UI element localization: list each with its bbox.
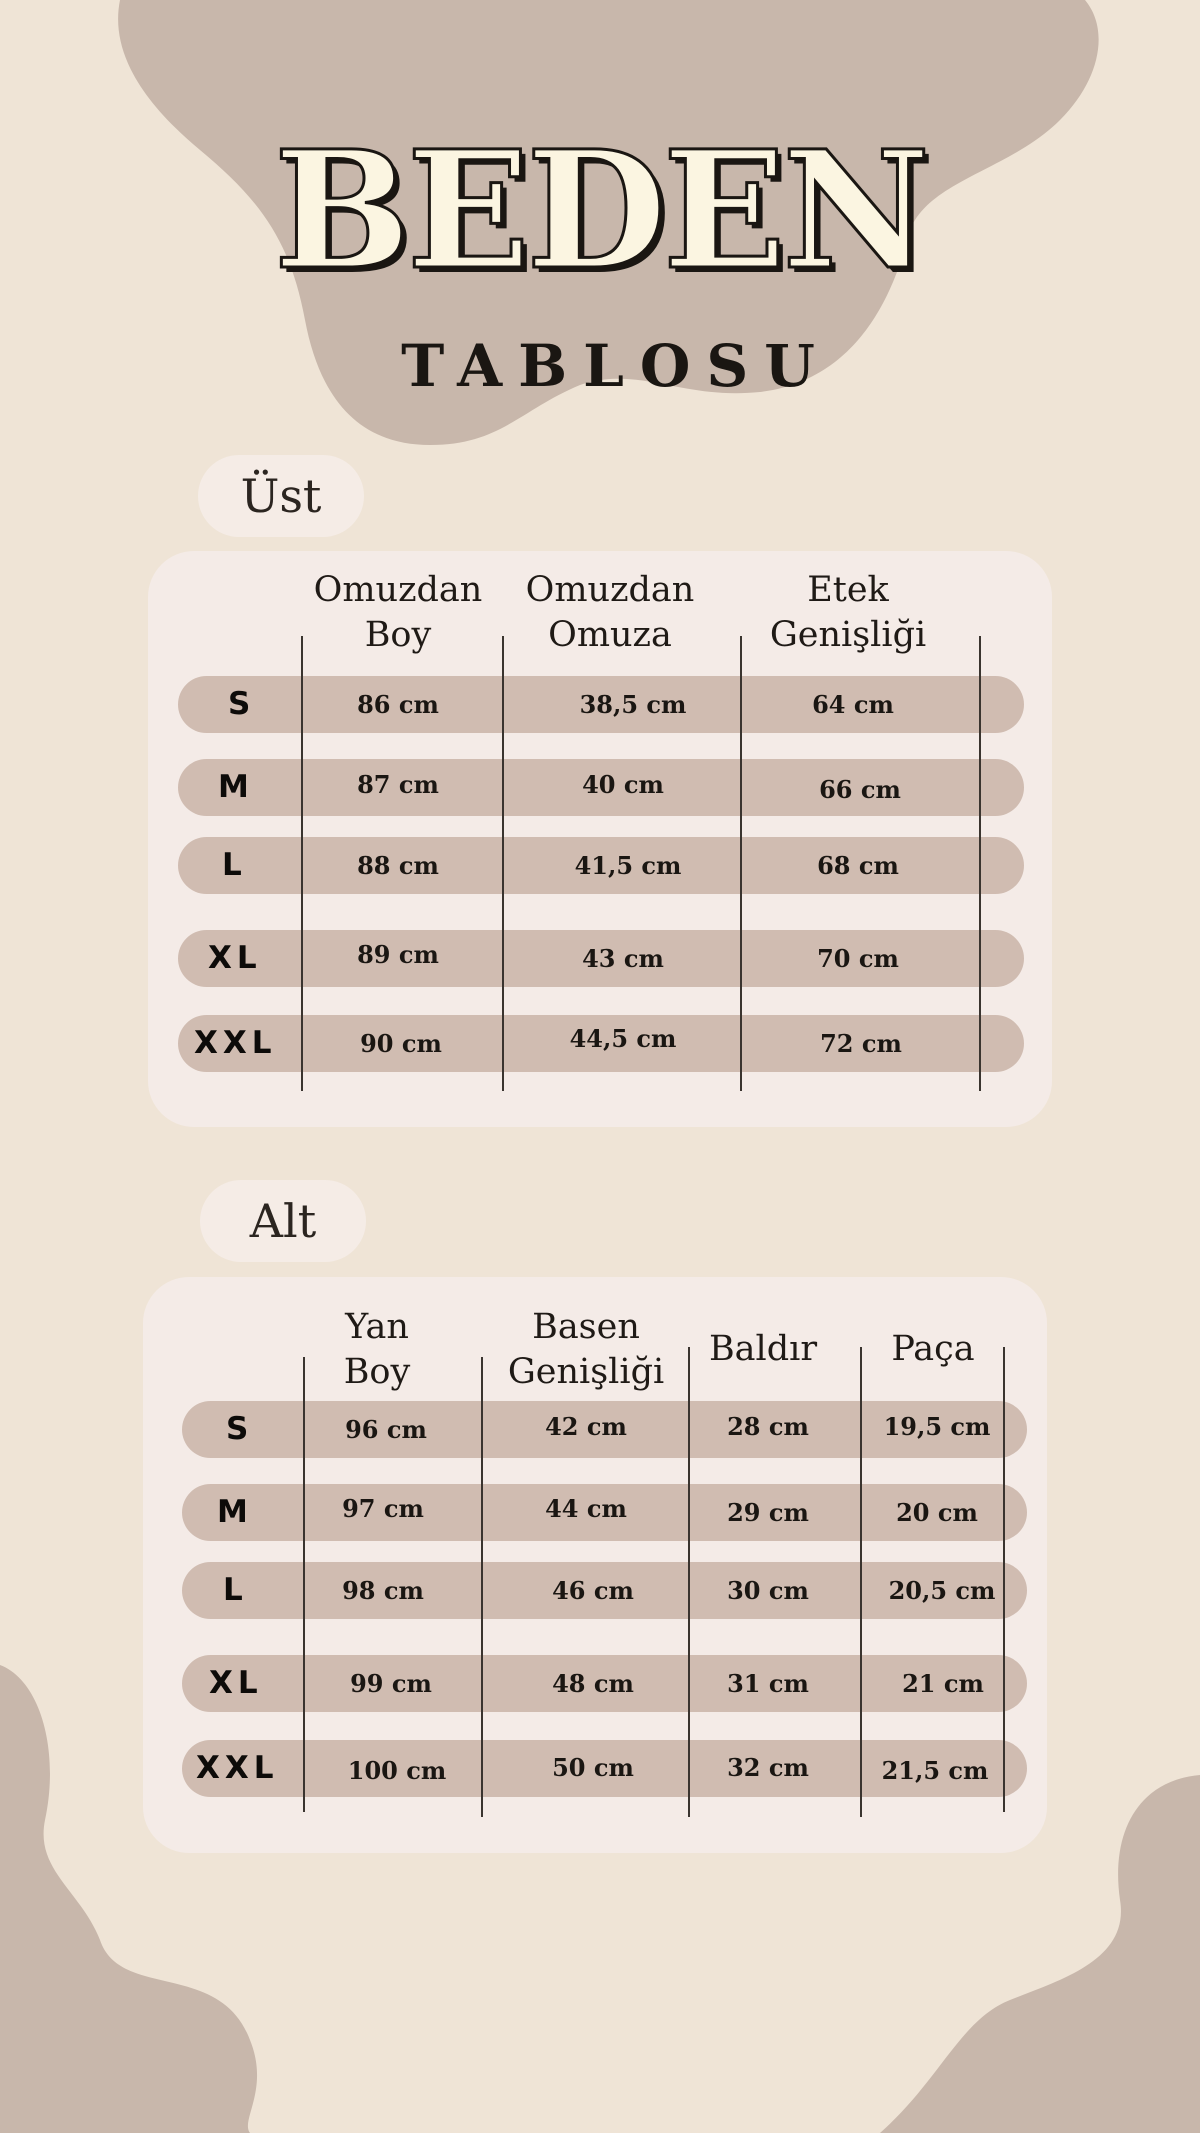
cell-value: 31 cm: [727, 1669, 809, 1698]
column-divider: [301, 636, 303, 1091]
header-baldir: Baldır: [708, 1329, 818, 1369]
cell-value: 70 cm: [817, 944, 899, 973]
cell-value: 64 cm: [812, 690, 894, 719]
section-label-alt: Alt: [200, 1180, 366, 1262]
column-divider: [740, 636, 742, 1091]
cell-value: 44 cm: [545, 1494, 627, 1523]
cell-value: 21,5 cm: [881, 1756, 989, 1785]
size-label: XL: [209, 1665, 263, 1701]
size-table-alt: [143, 1277, 1047, 1853]
column-divider: [303, 1357, 305, 1812]
cell-value: 90 cm: [360, 1029, 442, 1058]
cell-value: 96 cm: [345, 1415, 427, 1444]
cell-value: 20,5 cm: [888, 1576, 996, 1605]
cell-value: 100 cm: [347, 1756, 447, 1785]
column-divider: [481, 1357, 483, 1817]
header-etek-genisligi: Etek Genişliği: [769, 570, 927, 655]
column-divider: [1003, 1347, 1005, 1812]
size-label: L: [223, 1572, 248, 1608]
size-label: S: [228, 686, 256, 722]
cell-value: 32 cm: [727, 1753, 809, 1782]
cell-value: 89 cm: [357, 940, 439, 969]
cell-value: 48 cm: [552, 1669, 634, 1698]
cell-value: 43 cm: [582, 944, 664, 973]
cell-value: 88 cm: [357, 851, 439, 880]
header-paca: Paça: [891, 1329, 975, 1369]
page-title: BEDEN: [273, 116, 927, 306]
section-label-ust: Üst: [198, 455, 364, 537]
cell-value: 41,5 cm: [574, 851, 682, 880]
column-divider: [688, 1347, 690, 1817]
page-subtitle: TABLOSU: [401, 332, 831, 400]
cell-value: 86 cm: [357, 690, 439, 719]
header-basen-genisligi: Basen Genişliği: [507, 1307, 665, 1392]
size-table-ust: [148, 551, 1052, 1127]
cell-value: 30 cm: [727, 1576, 809, 1605]
header-omuzdan-omuza: Omuzdan Omuza: [525, 570, 695, 655]
cell-value: 68 cm: [817, 851, 899, 880]
size-label: S: [226, 1411, 254, 1447]
cell-value: 44,5 cm: [569, 1024, 677, 1053]
size-label: XXL: [194, 1025, 277, 1061]
cell-value: 99 cm: [350, 1669, 432, 1698]
cell-value: 97 cm: [342, 1494, 424, 1523]
header-omuzdan-boy: Omuzdan Boy: [313, 570, 483, 655]
column-divider: [502, 636, 504, 1091]
cell-value: 19,5 cm: [883, 1412, 991, 1441]
cell-value: 20 cm: [896, 1498, 978, 1527]
cell-value: 50 cm: [552, 1753, 634, 1782]
cell-value: 29 cm: [727, 1498, 809, 1527]
size-label: L: [222, 847, 247, 883]
size-label: M: [217, 1494, 253, 1530]
cell-value: 42 cm: [545, 1412, 627, 1441]
cell-value: 40 cm: [582, 770, 664, 799]
size-label: XXL: [196, 1750, 279, 1786]
cell-value: 38,5 cm: [579, 690, 687, 719]
column-divider: [979, 636, 981, 1091]
column-divider: [860, 1347, 862, 1817]
size-label: XL: [208, 940, 262, 976]
cell-value: 98 cm: [342, 1576, 424, 1605]
header-yan-boy: Yan Boy: [343, 1307, 411, 1392]
cell-value: 28 cm: [727, 1412, 809, 1441]
cell-value: 66 cm: [819, 775, 901, 804]
cell-value: 21 cm: [902, 1669, 984, 1698]
cell-value: 72 cm: [820, 1029, 902, 1058]
cell-value: 87 cm: [357, 770, 439, 799]
size-label: M: [218, 769, 254, 805]
cell-value: 46 cm: [552, 1576, 634, 1605]
